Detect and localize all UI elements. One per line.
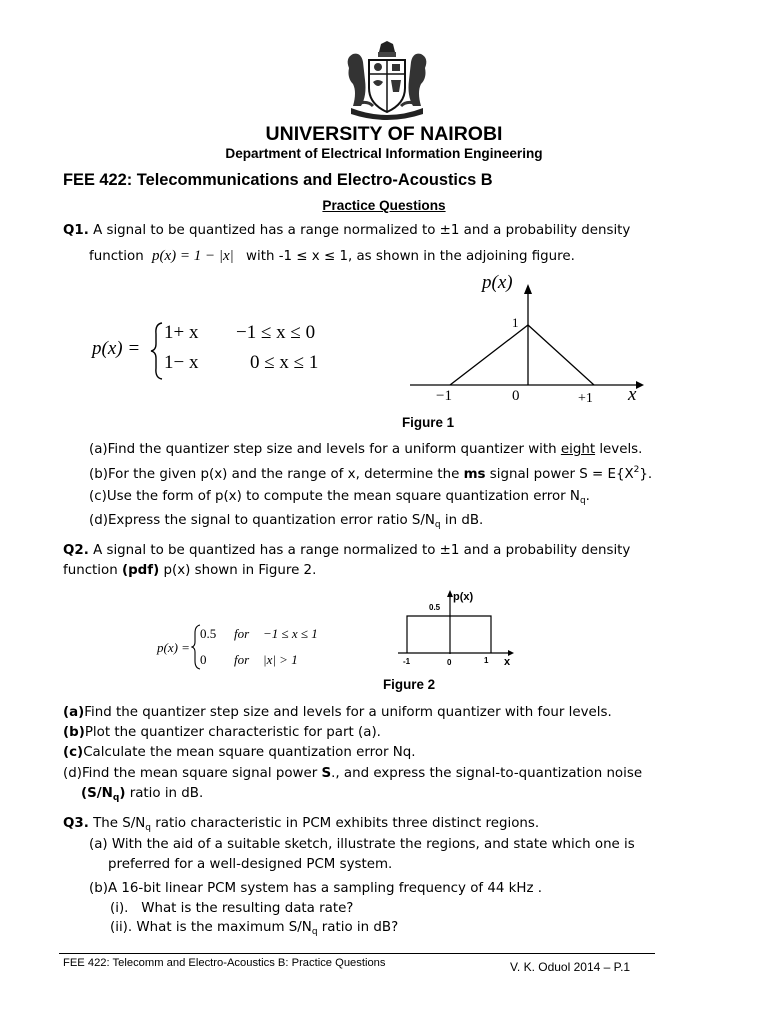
q3-part-b-ii: (ii). What is the maximum $S/N_q$ ratio in dB? bbox=[110, 920, 399, 937]
q1-brace-icon bbox=[150, 322, 164, 380]
q1-inline-pdf: p(x) = 1 − |x| bbox=[151, 248, 234, 264]
fig1-y-label: p(x) bbox=[482, 272, 513, 293]
fig1-y-arrow-icon bbox=[524, 284, 532, 294]
q1-case2-expr: 1− x bbox=[164, 352, 199, 373]
q1-case2-cond: 0 ≤ x ≤ 1 bbox=[250, 352, 319, 373]
q2-line1: Q2. A signal to be quantized has a range normalized to ±1 and a probability density bbox=[63, 543, 631, 558]
q1-part-b: (b)For the given p(x) and the range of x, determine the ms signal power $S = E\{X^2\}$. bbox=[89, 465, 653, 482]
fig2-tick-minus1: -1 bbox=[403, 657, 411, 666]
q1-label: Q1. bbox=[63, 223, 89, 238]
university-name: UNIVERSITY OF NAIROBI bbox=[265, 123, 503, 145]
fig2-height-label: 0.5 bbox=[429, 603, 441, 612]
q2-case1-word: for bbox=[234, 626, 250, 641]
figure-1-caption: Figure 1 bbox=[402, 415, 455, 430]
q2-case2-cond: |x| > 1 bbox=[263, 652, 298, 667]
q3-part-b: (b)A 16-bit linear PCM system has a sampling frequency of 44 kHz . bbox=[89, 881, 543, 896]
q2-label: Q2. bbox=[63, 543, 89, 558]
footer-left: FEE 422: Telecomm and Electro-Acoustics B: Practice Questions bbox=[63, 957, 386, 969]
q2-case2-word: for bbox=[234, 652, 250, 667]
q2-eq-lhs: p(x) = bbox=[157, 640, 190, 655]
fig1-peak-label: 1 bbox=[512, 315, 519, 330]
q2-case1-cond: −1 ≤ x ≤ 1 bbox=[263, 626, 318, 641]
fig1-triangle-curve bbox=[450, 325, 594, 385]
q2-case2-val: 0 bbox=[200, 652, 207, 667]
fig2-tick-1: 1 bbox=[484, 656, 489, 665]
fig1-x-arrow-icon bbox=[636, 381, 644, 389]
fig2-rectangle-curve bbox=[407, 616, 491, 653]
department-name: Department of Electrical Information Engineering bbox=[225, 146, 543, 161]
practice-questions-heading: Practice Questions bbox=[322, 198, 446, 213]
q2-part-d-line1: (d)Find the mean square signal power S., and express the signal-to-quantization noise bbox=[63, 766, 643, 781]
q3-label: Q3. bbox=[63, 816, 89, 831]
q3-part-b-i: (i). What is the resulting data rate? bbox=[110, 901, 354, 916]
footer-rule bbox=[59, 953, 655, 954]
fig1-tick-minus1: −1 bbox=[436, 388, 452, 404]
fig1-x-label: x bbox=[628, 384, 637, 405]
footer-right: V. K. Oduol 2014 – P.1 bbox=[510, 960, 631, 974]
q2-part-c: (c)Calculate the mean square quantization error Nq. bbox=[63, 745, 416, 760]
q1-line2: function p(x) = 1 − |x| with -1 ≤ x ≤ 1, as shown in the adjoining figure. bbox=[89, 248, 575, 264]
q1-part-a: (a)Find the quantizer step size and levels for a uniform quantizer with eight levels. bbox=[89, 442, 643, 457]
q1-eq-lhs: p(x) = bbox=[92, 338, 141, 359]
q2-line2: function (pdf) p(x) shown in Figure 2. bbox=[63, 563, 317, 578]
q1-part-d: (d)Express the signal to quantization error ratio $S/N_q$ in dB. bbox=[89, 513, 484, 530]
university-crest-icon bbox=[343, 40, 431, 124]
q2-case1-val: 0.5 bbox=[200, 626, 217, 641]
q1-case1-expr: 1+ x bbox=[164, 322, 199, 343]
fig1-tick-plus1: +1 bbox=[578, 391, 593, 406]
course-title: FEE 422: Telecommunications and Electro-Acoustics B bbox=[63, 171, 493, 189]
q2-part-d-line2: $(S/N_q)$ ratio in dB. bbox=[81, 786, 204, 803]
fig2-tick-0: 0 bbox=[447, 658, 452, 667]
q1-case1-cond: −1 ≤ x ≤ 0 bbox=[236, 322, 316, 343]
q3-intro: Q3. The $S/N_q$ ratio characteristic in PCM exhibits three distinct regions. bbox=[63, 816, 540, 833]
q3-part-a-line2: preferred for a well-designed PCM system. bbox=[108, 857, 393, 872]
fig2-y-label: p(x) bbox=[453, 591, 474, 603]
q2-part-a: (a)Find the quantizer step size and levels for a uniform quantizer with four levels. bbox=[63, 705, 612, 720]
q3-part-a-line1: (a) With the aid of a suitable sketch, illustrate the regions, and state which one is bbox=[89, 837, 635, 852]
q1-part-c: (c)Use the form of p(x) to compute the mean square quantization error $N_q$. bbox=[89, 489, 590, 506]
fig1-tick-0: 0 bbox=[512, 388, 520, 404]
q1-intro: A signal to be quantized has a range normalized to ±1 and a probability density bbox=[93, 223, 631, 238]
q2-part-b: (b)Plot the quantizer characteristic for part (a). bbox=[63, 725, 381, 740]
figure-2-caption: Figure 2 bbox=[383, 677, 436, 692]
q1-line1 bbox=[63, 223, 703, 238]
fig2-x-label: x bbox=[504, 656, 511, 668]
